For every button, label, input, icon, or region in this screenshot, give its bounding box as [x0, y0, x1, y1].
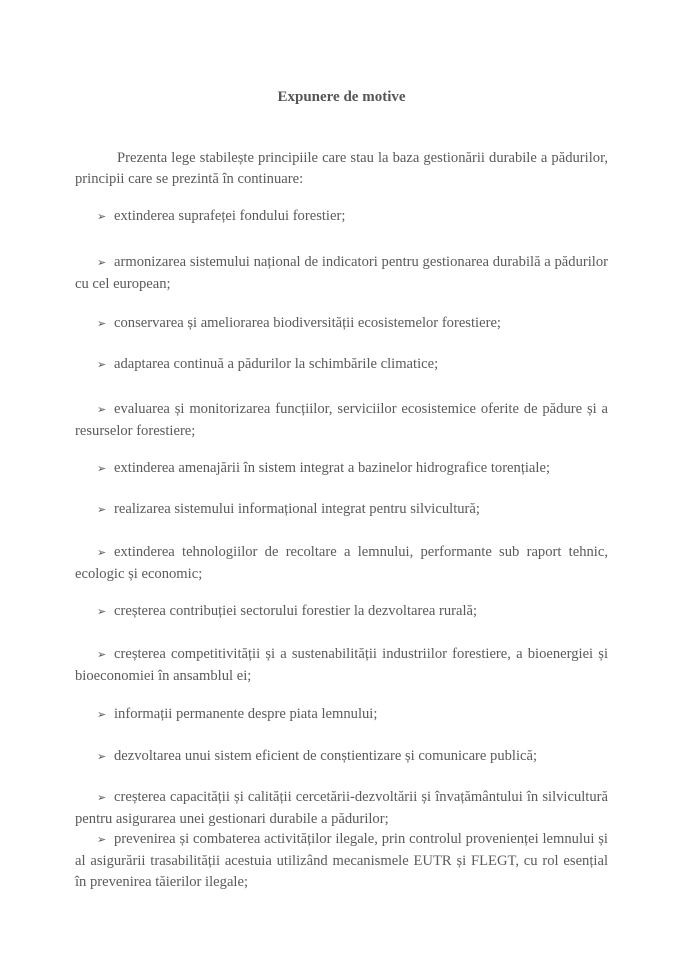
list-item: ➢ prevenirea și combaterea activităților ilegale, prin controlul provenienței lemnului și al asigurării trasabilității acestuia utilizând mecanismele EUTR și FLEGT, cu rol esențial în prevenirea tăierilor ilegale;	[75, 831, 608, 890]
arrow-bullet-icon: ➢	[97, 709, 107, 721]
list-item: ➢ creșterea capacității și calității cercetării-dezvoltării și învațământului în silvicultură pentru asigurarea unei gestionari durabile a pădurilor;	[75, 789, 608, 827]
list-item: ➢ evaluarea și monitorizarea funcțiilor, serviciilor ecosistemice oferite de pădure și a resurselor forestiere;	[75, 401, 608, 439]
arrow-bullet-icon: ➢	[97, 792, 107, 804]
list-item: ➢ realizarea sistemului informațional integrat pentru silvicultură;	[75, 499, 608, 521]
list-item: ➢ adaptarea continuă a pădurilor la schimbările climatice;	[75, 354, 608, 376]
list-item: ➢ creșterea competitivității și a sustenabilității industriilor forestiere, a bioenergiei și bioeconomiei în ansamblul ei;	[75, 646, 608, 684]
list-item: ➢ creșterea contribuției sectorului forestier la dezvoltarea rurală;	[75, 601, 608, 623]
list-item: ➢ armonizarea sistemului național de indicatori pentru gestionarea durabilă a pădurilor cu cel european;	[75, 254, 608, 292]
arrow-bullet-icon: ➢	[97, 359, 107, 371]
list-item: ➢ informații permanente despre piata lemnului;	[75, 704, 608, 726]
list-item: ➢ extinderea tehnologiilor de recoltare a lemnului, performante sub raport tehnic, ecologic și economic;	[75, 544, 608, 582]
arrow-bullet-icon: ➢	[97, 318, 107, 330]
list-item: ➢ extinderea amenajării în sistem integrat a bazinelor hidrografice torențiale;	[75, 458, 608, 480]
arrow-bullet-icon: ➢	[97, 504, 107, 516]
arrow-bullet-icon: ➢	[97, 257, 107, 269]
list-item: ➢ conservarea și ameliorarea biodiversității ecosistemelor forestiere;	[75, 313, 608, 335]
arrow-bullet-icon: ➢	[97, 649, 107, 661]
arrow-bullet-icon: ➢	[97, 463, 107, 475]
list-item: ➢ extinderea suprafeței fondului forestier;	[75, 206, 608, 228]
arrow-bullet-icon: ➢	[97, 211, 107, 223]
arrow-bullet-icon: ➢	[97, 751, 107, 763]
arrow-bullet-icon: ➢	[97, 547, 107, 559]
arrow-bullet-icon: ➢	[97, 404, 107, 416]
arrow-bullet-icon: ➢	[97, 834, 107, 846]
list-item: ➢ dezvoltarea unui sistem eficient de conștientizare și comunicare publică;	[75, 746, 608, 768]
document-title: Expunere de motive	[277, 89, 406, 105]
arrow-bullet-icon: ➢	[97, 606, 107, 618]
intro-paragraph: Prezenta lege stabilește principiile care stau la baza gestionării durabile a pădurilor, principii care se prezintă în continuare:	[75, 150, 608, 187]
